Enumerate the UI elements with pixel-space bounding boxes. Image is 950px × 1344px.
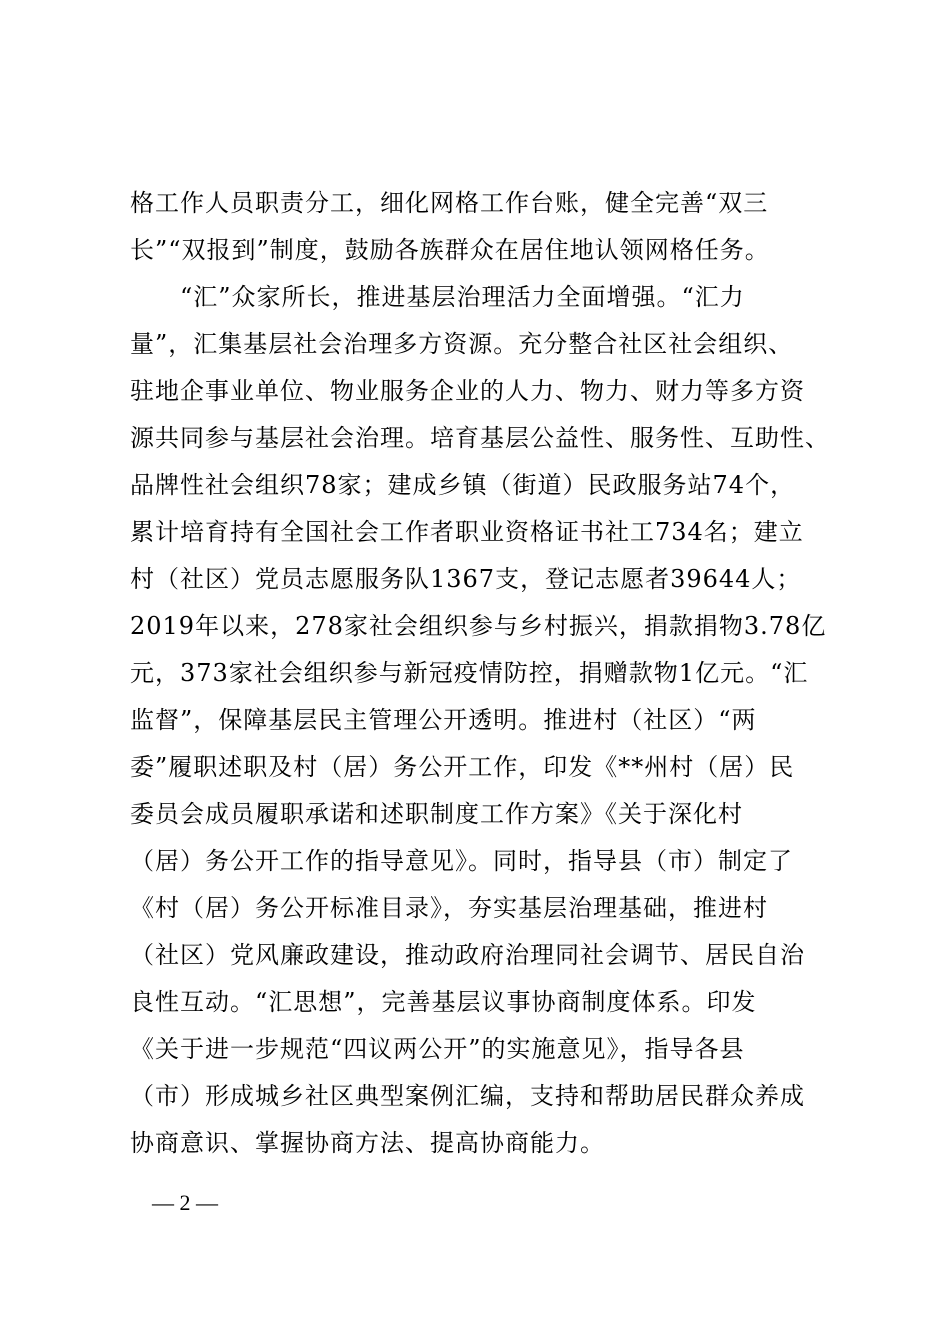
body-text bbox=[130, 180, 830, 1167]
text-line: 委”履职述职及村（居）务公开工作，印发《**州村（居）民 bbox=[130, 753, 795, 781]
text-line: 《关于进一步规范“四议两公开”的实施意见》，指导各县 bbox=[130, 1035, 745, 1063]
text-line: 2019年以来，278家社会组织参与乡村振兴，捐款捐物3.78亿 bbox=[130, 612, 827, 640]
text-line: （居）务公开工作的指导意见》。同时，指导县（市）制定了 bbox=[130, 847, 793, 875]
text-line: 格工作人员职责分工，细化网格工作台账，健全完善“双三 bbox=[130, 189, 769, 217]
text-line: 协商意识、掌握协商方法、提高协商能力。 bbox=[130, 1129, 605, 1157]
text-line: 累计培育持有全国社会工作者职业资格证书社工734名；建立 bbox=[130, 518, 804, 546]
text-line: “汇”众家所长，推进基层治理活力全面增强。“汇力 bbox=[130, 283, 745, 311]
text-line: 良性互动。“汇思想”，完善基层议事协商制度体系。印发 bbox=[130, 988, 757, 1016]
text-line: 委员会成员履职承诺和述职制度工作方案》《关于深化村 bbox=[130, 800, 743, 828]
text-line: 量”，汇集基层社会治理多方资源。充分整合社区社会组织、 bbox=[130, 330, 794, 358]
text-line: （社区）党风廉政建设，推动政府治理同社会调节、居民自治 bbox=[130, 941, 805, 969]
text-line: 《村（居）务公开标准目录》，夯实基层治理基础，推进村 bbox=[130, 894, 768, 922]
text-line: 源共同参与基层社会治理。培育基层公益性、服务性、互助性、 bbox=[130, 424, 830, 452]
text-line: 长”“双报到”制度，鼓励各族群众在居住地认领网格任务。 bbox=[130, 236, 770, 264]
text-line: （市）形成城乡社区典型案例汇编，支持和帮助居民群众养成 bbox=[130, 1082, 805, 1110]
text-line: 驻地企事业单位、物业服务企业的人力、物力、财力等多方资 bbox=[130, 377, 805, 405]
text-line: 品牌性社会组织78家；建成乡镇（街道）民政服务站74个， bbox=[130, 471, 796, 499]
page-number: — 2 — bbox=[152, 1190, 218, 1215]
text-line: 元，373家社会组织参与新冠疫情防控，捐赠款物1亿元。“汇 bbox=[130, 659, 809, 687]
text-line: 村（社区）党员志愿服务队1367支，登记志愿者39644人； bbox=[130, 565, 802, 593]
text-line: 监督”，保障基层民主管理公开透明。推进村（社区）“两 bbox=[130, 706, 757, 734]
